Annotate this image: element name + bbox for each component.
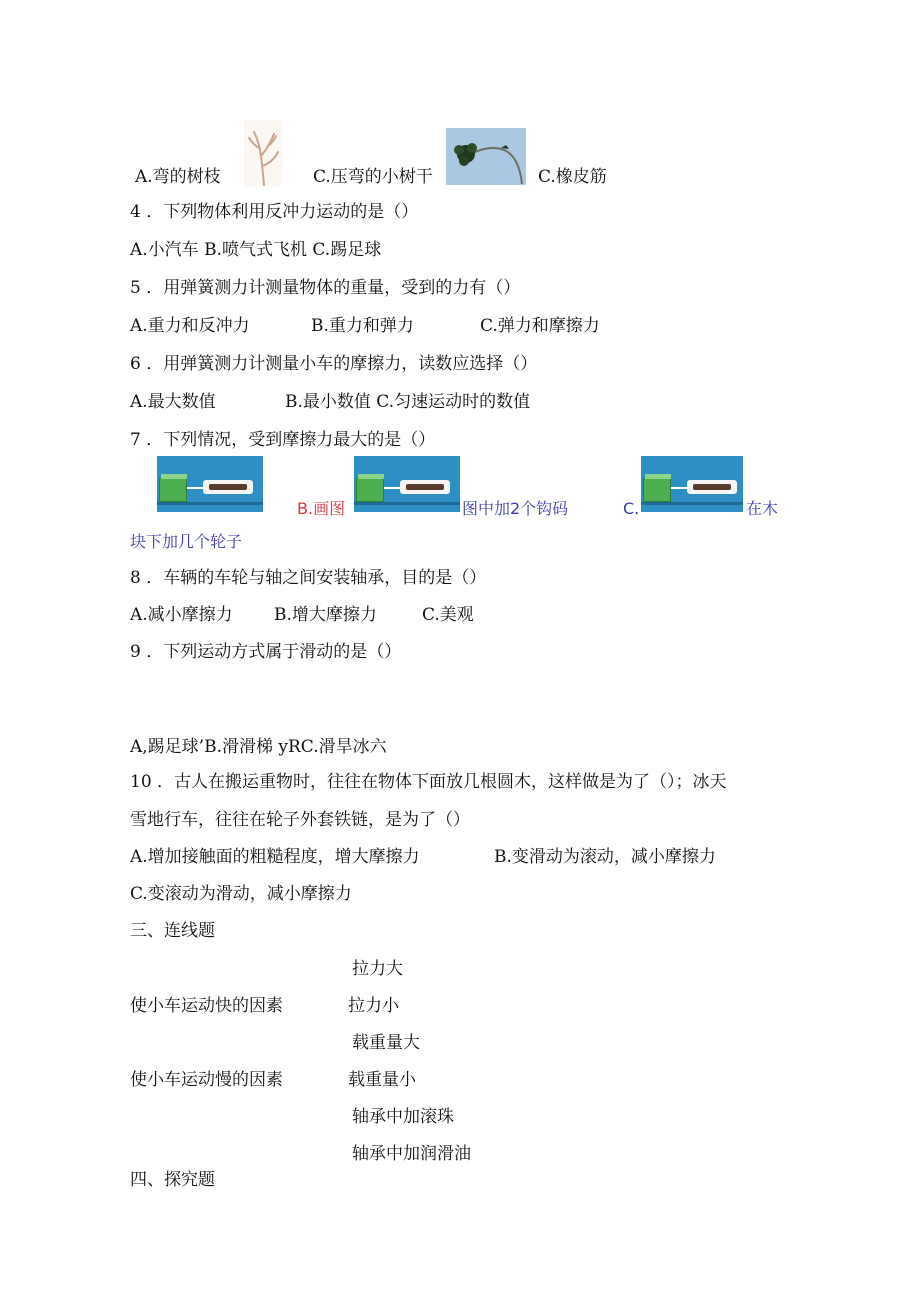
q10-option-b: B.变滑动为滚动，减小摩擦力 — [494, 847, 716, 867]
q7-option-b: B.画图 — [297, 499, 346, 518]
q6-options-bc: B.最小数值 C.匀速运动时的数值 — [285, 392, 531, 412]
match-right-item-6: 轴承中加润滑油 — [352, 1144, 471, 1164]
q5-option-a: A.重力和反冲力 — [130, 316, 250, 336]
q8-option-c: C.美观 — [422, 605, 474, 625]
q3-option-c2: C.橡皮筋 — [538, 167, 607, 187]
q7-option-c-note: 在木 — [746, 499, 779, 518]
match-right-item-4: 载重量小 — [348, 1070, 416, 1090]
bent-branch-image — [244, 120, 282, 186]
bent-small-tree-image — [446, 128, 526, 185]
q7-option-b-note: 图中加2个钩码 — [462, 499, 569, 518]
match-right-item-1: 拉力大 — [352, 959, 403, 979]
q3-option-a: A.弯的树枝 — [135, 167, 221, 187]
q8-option-a: A.减小摩擦力 — [130, 605, 233, 625]
q10-option-c: C.变滚动为滑动，减小摩擦力 — [130, 884, 352, 904]
match-left-item-1: 使小车运动快的因素 — [130, 996, 283, 1016]
q7-option-c-label: C. — [623, 499, 640, 518]
match-right-item-2: 拉力小 — [348, 996, 399, 1016]
friction-scene-image-c — [641, 456, 743, 512]
q4-question: 4 ．下列物体利用反冲力运动的是（） — [130, 202, 419, 222]
q10-question-line2: 雪地行车，往往在轮子外套铁链，是为了（） — [130, 810, 470, 830]
q9-options: A,踢足球’B.滑滑梯 yRC.滑旱冰六 — [130, 737, 387, 757]
section4-title: 四、探究题 — [130, 1170, 215, 1190]
friction-scene-image-a — [157, 456, 263, 512]
q8-question: 8 ．车辆的车轮与轴之间安装轴承，目的是（） — [130, 568, 487, 588]
q7-option-c-note-cont: 块下加几个轮子 — [130, 532, 243, 551]
q5-option-c: C.弹力和摩擦力 — [480, 316, 600, 336]
q3-option-c1: C.压弯的小树干 — [313, 167, 433, 187]
match-left-item-2: 使小车运动慢的因素 — [130, 1070, 283, 1090]
q10-option-a: A.增加接触面的粗糙程度，增大摩擦力 — [130, 847, 420, 867]
q9-question: 9 ．下列运动方式属于滑动的是（） — [130, 642, 402, 662]
q5-option-b: B.重力和弹力 — [311, 316, 414, 336]
friction-scene-image-b — [354, 456, 460, 512]
q6-question: 6 ．用弹簧测力计测量小车的摩擦力，读数应选择（） — [130, 354, 538, 374]
q7-question: 7 ．下列情况，受到摩擦力最大的是（） — [130, 430, 436, 450]
q8-option-b: B.增大摩擦力 — [274, 605, 377, 625]
match-right-item-5: 轴承中加滚珠 — [352, 1107, 454, 1127]
section3-title: 三、连线题 — [130, 921, 215, 941]
q4-options: A.小汽车 B.喷气式飞机 C.踢足球 — [130, 240, 382, 260]
q6-option-a: A.最大数值 — [130, 392, 216, 412]
q5-question: 5 ．用弹簧测力计测量物体的重量，受到的力有（） — [130, 278, 521, 298]
q10-question-line1: 10 ．古人在搬运重物时，往往在物体下面放几根圆木，这样做是为了（）；冰天 — [130, 772, 727, 792]
match-right-item-3: 载重量大 — [352, 1033, 420, 1053]
